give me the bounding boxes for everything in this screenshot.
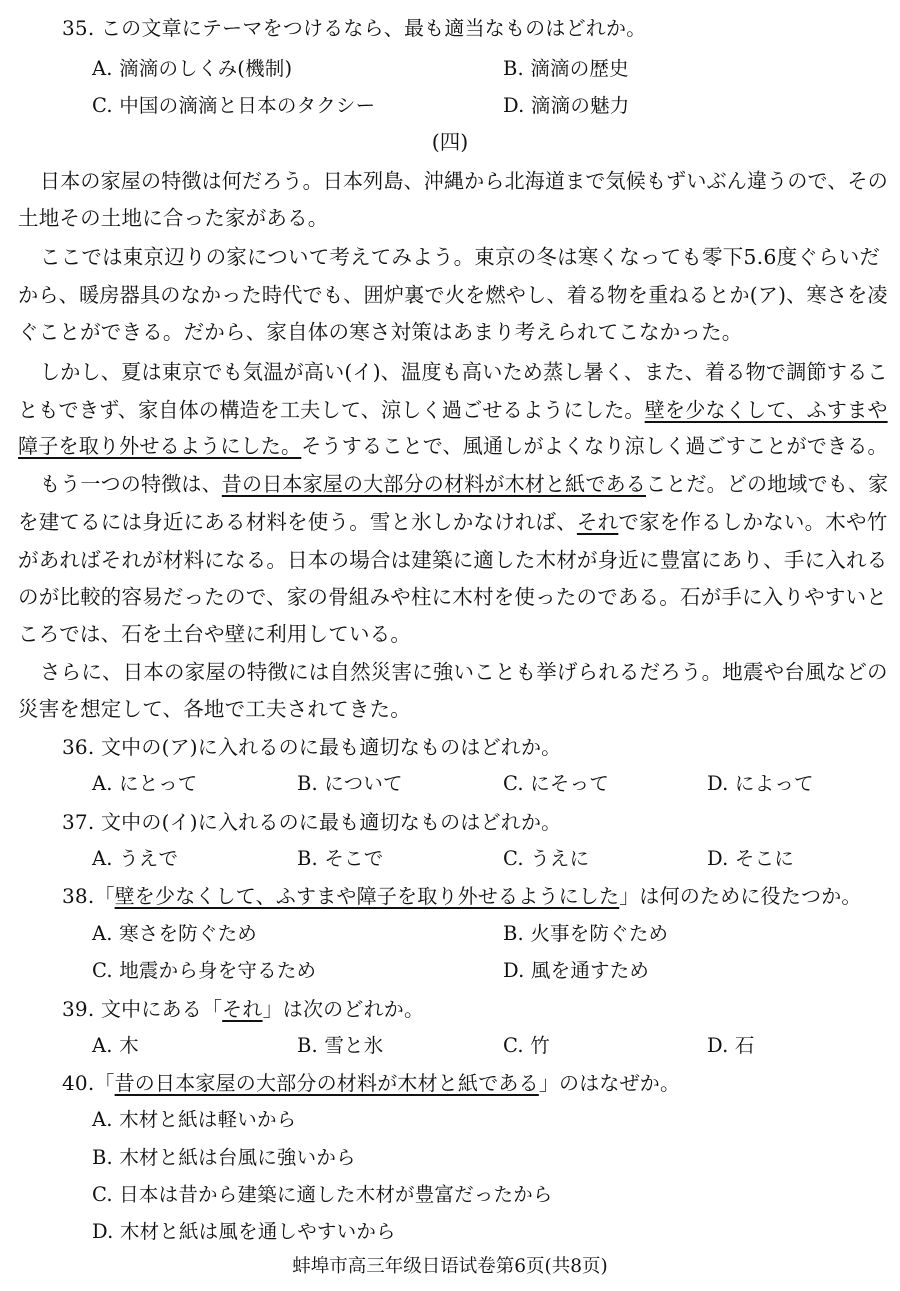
question-text: 」のはなぜか。 [538,1071,681,1095]
passage-text: もう一つの特徴は、 [40,472,222,496]
q36-option-c: C. にそって [503,772,610,795]
page-footer: 蚌埠市高三年级日语试卷第6页(共8页) [292,1256,608,1277]
q36-option-d: D. によって [707,772,814,795]
question-40 [62,1069,680,1097]
question-39 [62,995,424,1023]
q35-option-b: B. 滴滴の歴史 [503,57,629,80]
quoted-phrase: それ [222,997,263,1021]
question-text: 」は何のために役たつか。 [619,884,862,908]
q35-option-a: A. 滴滴のしくみ(機制) [92,57,293,80]
q35-option-c: C. 中国の滴滴と日本のタクシー [92,94,376,117]
passage-p4-line4: のが比較的容易だったので、家の骨組みや柱に木村を使ったのである。石が手に入りやすいと [18,585,887,609]
passage-text: で家を作るしかない。木や竹 [618,510,888,534]
passage-p4-line1 [40,470,888,498]
q38-option-d: D. 風を通すため [503,959,650,982]
question-37: 37. 文中の(イ)に入れるのに最も適切なものはどれか。 [62,810,562,834]
passage-p3-line3 [18,432,888,460]
q39-option-d: D. 石 [707,1034,755,1057]
q40-option-b: B. 木材と紙は台風に強いから [92,1146,356,1169]
question-36: 36. 文中の(ア)に入れるのに最も適切なものはどれか。 [62,735,562,759]
question-35: 35. この文章にテーマをつけるなら、最も適当なものはどれか。 [62,16,647,40]
question-number: 38.「 [62,884,115,908]
passage-p1-line2: 土地その土地に合った家がある。 [18,206,329,230]
quoted-phrase: 壁を少なくして、ふすまや障子を取り外せるようにした [114,884,620,908]
passage-p1-line1: 日本の家屋の特徴は何だろう。日本列島、沖縄から北海道まで気候もずいぶん違うので、その [40,169,888,193]
passage-p2-line3: ぐことができる。だから、家自体の寒さ対策はあまり考えられてこなかった。 [18,320,743,344]
q37-option-a: A. うえで [92,847,179,870]
question-number: 39. 文中にある「 [62,997,223,1021]
passage-p5-line2: 災害を想定して、各地で工夫されてきた。 [18,697,411,721]
passage-p2-line1: ここでは東京辺りの家について考えてみよう。東京の冬は寒くなっても零下5.6度ぐらいだ [40,245,881,269]
q39-option-b: B. 雪と氷 [297,1034,384,1057]
passage-p4-line2 [18,508,887,536]
passage-p2-line2: から、暖房器具のなかった時代でも、囲炉裏で火を燃やし、着る物を重ねるとか(ア)、寒さを凌 [18,283,888,307]
passage-p4-line3: があればそれが材料になる。日本の場合は建築に適した木材が身近に豊富にあり、手に入れる [18,548,888,572]
q39-option-c: C. 竹 [503,1034,550,1057]
question-text: 」は次のどれか。 [262,997,425,1021]
passage-p3-line1: しかし、夏は東京でも気温が高い(イ)、温度も高いため蒸し暑く、また、着る物で調節するこ [40,360,888,384]
quoted-phrase: 昔の日本家屋の大部分の材料が木材と紙である [114,1071,539,1095]
underlined-phrase-walls: 壁を少なくして、ふすまや [644,398,888,422]
passage-p4-line5: ころでは、石を土台や壁に利用している。 [18,622,412,646]
underlined-phrase-shoji: 障子を取り外せるようにした。 [18,434,302,458]
q38-option-b: B. 火事を防ぐため [503,922,669,945]
q40-option-c: C. 日本は昔から建築に適した木材が豊富だったから [92,1183,553,1206]
q37-option-c: C. うえに [503,847,590,870]
q36-option-b: B. について [297,772,403,795]
q38-option-a: A. 寒さを防ぐため [92,922,257,945]
underlined-phrase-materials: 昔の日本家屋の大部分の材料が木材と紙である [221,472,646,496]
section-title: (四) [431,130,469,154]
passage-text: を建てるには身近にある材料を使う。雪と氷しかなければ、 [18,510,577,534]
q39-option-a: A. 木 [92,1034,139,1057]
q37-option-d: D. そこに [707,847,795,870]
q40-option-d: D. 木材と紙は風を通しやすいから [92,1220,396,1243]
passage-text: ことだ。どの地域でも、家 [645,472,889,496]
question-number: 40.「 [62,1071,115,1095]
q37-option-b: B. そこで [297,847,384,870]
underlined-word-sore: それ [576,510,619,534]
q35-option-d: D. 滴滴の魅力 [503,94,630,117]
question-38 [62,882,862,910]
passage-text: そうすることで、風通しがよくなり涼しく過ごすことができる。 [301,434,888,458]
passage-p3-line2 [18,396,888,424]
passage-text: ともできず、家自体の構造を工夫して、涼しく過ごせるようにした。 [18,398,645,422]
passage-p5-line1: さらに、日本の家屋の特徴には自然災害に強いことも挙げられるだろう。地震や台風などの [40,660,888,684]
q38-option-c: C. 地震から身を守るため [92,959,317,982]
q36-option-a: A. にとって [92,772,198,795]
q40-option-a: A. 木材と紙は軽いから [92,1108,297,1131]
